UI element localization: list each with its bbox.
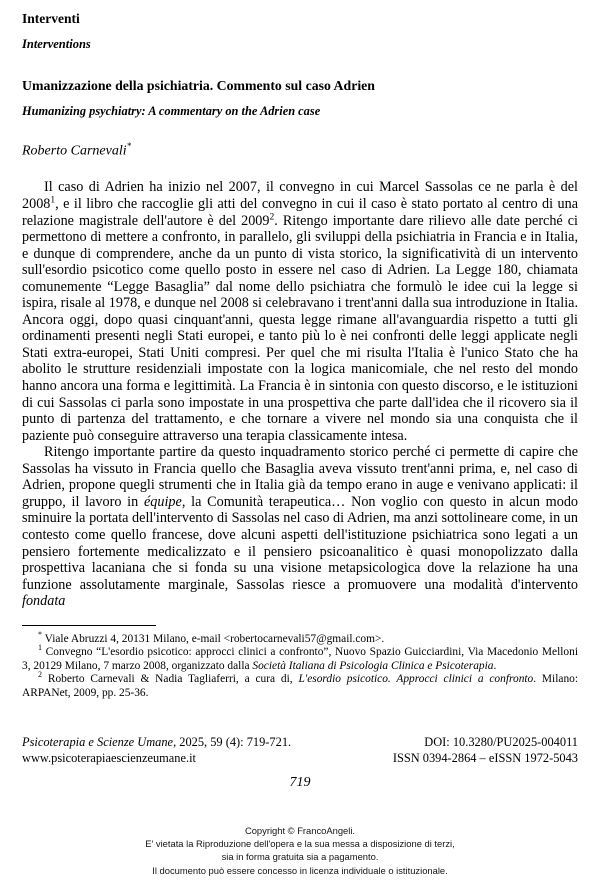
author-name: [22, 141, 578, 160]
para1-seg3: . Ritengo importante dare rilievo alle date perché ci permettono di mettere a confronto, in parallelo, gli sviluppi della psichiatria in Francia e in Italia, e dunque di comprendere, anche da un punto di vista storico, la significatività di un intervento sull'esordio psicotico come quello posto in essere nel caso di Adrien. La Legge 180, chiamata comunemente “Legge Basaglia” dal nome dello psichiatra che formulò le idee cui la legge si ispira, risale al 1978, e dunque nel 2008 si celebravano i trent'anni dalla sua introduzione in Italia. Ancora oggi, dopo quasi cinquant'anni, questa legge rimane all'avanguardia rispetto a tutti gli ordinamenti presenti negli Stati europei, e tanto più lo è nei confronti delle leggi applicate negli Stati extra-europei, Stati Uniti compresi. Per quel che mi risulta l'Italia è l'unico Stato che ha abolito le strutture residenziali impostate con la logica manicomiale, che nel resto del mondo hanno ancora una forma e legittimità. La Francia è in sintonia con questo discorso, e le istituzioni di cui Sassolas ci parla sono impostate in una prospettiva che parte dall'idea che il ricovero sia il punto di partenza del trattamento, e che tornare a vivere nel mondo sia una conquista che il paziente può conseguire attraverso una terapia classicamente intesa.: [22, 212, 578, 444]
journal-citation: [22, 735, 291, 750]
footnote-2-marker: 2: [38, 670, 42, 680]
body-paragraph-1: [22, 179, 578, 444]
footnote-2: [22, 670, 578, 700]
copyright-line-4: Il documento può essere concesso in licenza individuale o istituzionale.: [152, 864, 448, 876]
footnote-star-marker: *: [38, 630, 42, 640]
copyright-notice: [0, 824, 600, 877]
journal-row-citation: [22, 735, 578, 750]
copyright-line-2: E' vietata la Riproduzione dell'opera e la sua messa a disposizione di terzi,: [145, 838, 455, 850]
footnote-1-seg2: .: [493, 659, 497, 672]
page-content: [22, 0, 578, 610]
footnote-star-text: Viale Abruzzi 4, 20131 Milano, e-mail <robertocarnevali57@gmail.com>.: [44, 633, 385, 645]
journal-doi: DOI: 10.3280/PU2025-004011: [424, 735, 578, 749]
footnote-2-seg2: . Milano: ARPANet, 2009, pp. 25-36.: [22, 673, 578, 699]
copyright-line-3: sia in forma gratuita sia a pagamento.: [221, 851, 379, 863]
footnote-2-seg1: Roberto Carnevali & Nadia Tagliaferri, a cura di,: [47, 673, 299, 686]
article-title-english: Humanizing psychiatry: A commentary on the Adrien case: [22, 104, 321, 119]
footnote-ref-2: 2: [269, 211, 275, 222]
journal-name: Psicoterapia e Scienze Umane: [22, 735, 174, 749]
para2-seg2: , la Comunità terapeutica… Non voglio con questo in alcun modo sminuire la portata dell'intervento di Sassolas nel caso di Adrien, ma anzi sottolineare come, in un contesto come quello francese, dove alcuni aspetti dell'istituzione psichiatrica sono legati a un pensiero fortemente medicalizzato e il pensiero psicoanalitico è quasi monopolizzato dalla prospettiva lacaniana che si fonda su una visione metapsicologica dove la relazione ha una funzione assolutamente marginale, Sassolas riesce a promuovere una modalità d'intervento: [22, 493, 579, 593]
article-title-italian: Umanizzazione della psichiatria. Commento sul caso Adrien: [22, 77, 375, 93]
footnote-1-marker: 1: [38, 643, 42, 653]
footnote-1: [22, 643, 578, 673]
footnote-1-seg1: Convegno “L'esordio psicotico: approcci clinici a confronto”, Nuovo Spazio Guicciardini, Via Macedonio Melloni 3, 20129 Milano, 7 marzo 2008, organizzato dalla: [22, 646, 578, 672]
footnotes-section: [22, 625, 578, 700]
footnote-ref-1: 1: [50, 195, 56, 206]
author-footnote-marker: *: [126, 140, 132, 151]
para2-italic-equipe: équipe: [144, 493, 182, 510]
copyright-line-1: Copyright © FrancoAngeli.: [244, 825, 356, 836]
para2-italic-fondata: fondata: [22, 593, 66, 610]
footnote-separator-rule: [22, 625, 156, 626]
footnote-star: [22, 630, 578, 646]
journal-citation-block: [22, 735, 578, 767]
body-paragraph-2: [22, 444, 578, 609]
journal-volume-pages: , 2025, 59 (4): 719-721.: [173, 735, 292, 749]
para1-seg2: , e il libro che raccoglie gli atti del convegno in cui il caso è stato portato al centro di una relazione magistrale dell'autore è del 2009: [22, 196, 578, 229]
para2-seg1: Ritengo importante partire da questo inquadramento storico perché ci permette di capire che Sassolas ha vissuto in Francia quello che Basaglia aveva vissuto trent'anni prima, e, nel caso di Adrien, propone quegli strumenti che in Italia già da tempo erano in auge e venivano applicati: il gruppo, il lavoro in: [22, 444, 578, 510]
journal-website[interactable]: www.psicoterapiaescienzeumane.it: [22, 751, 196, 766]
journal-row-issn: [22, 751, 578, 766]
footnote-1-italic: Società Italiana di Psicologia Clinica e Psicoterapia: [252, 659, 494, 672]
para1-seg1: Il caso di Adrien ha inizio nel 2007, il convegno in cui Marcel Sassolas ce ne parla è del 2008: [22, 179, 578, 213]
footnote-2-italic: L'esordio psicotico. Approcci clinici a confronto: [298, 673, 534, 686]
page-number: 719: [289, 775, 311, 790]
author-label: Roberto Carnevali: [22, 143, 127, 159]
section-heading-english: Interventions: [22, 36, 91, 51]
body-text: [22, 179, 578, 609]
section-heading-italian: Interventi: [22, 11, 80, 26]
journal-issn: ISSN 0394-2864 – eISSN 1972-5043: [392, 751, 578, 766]
